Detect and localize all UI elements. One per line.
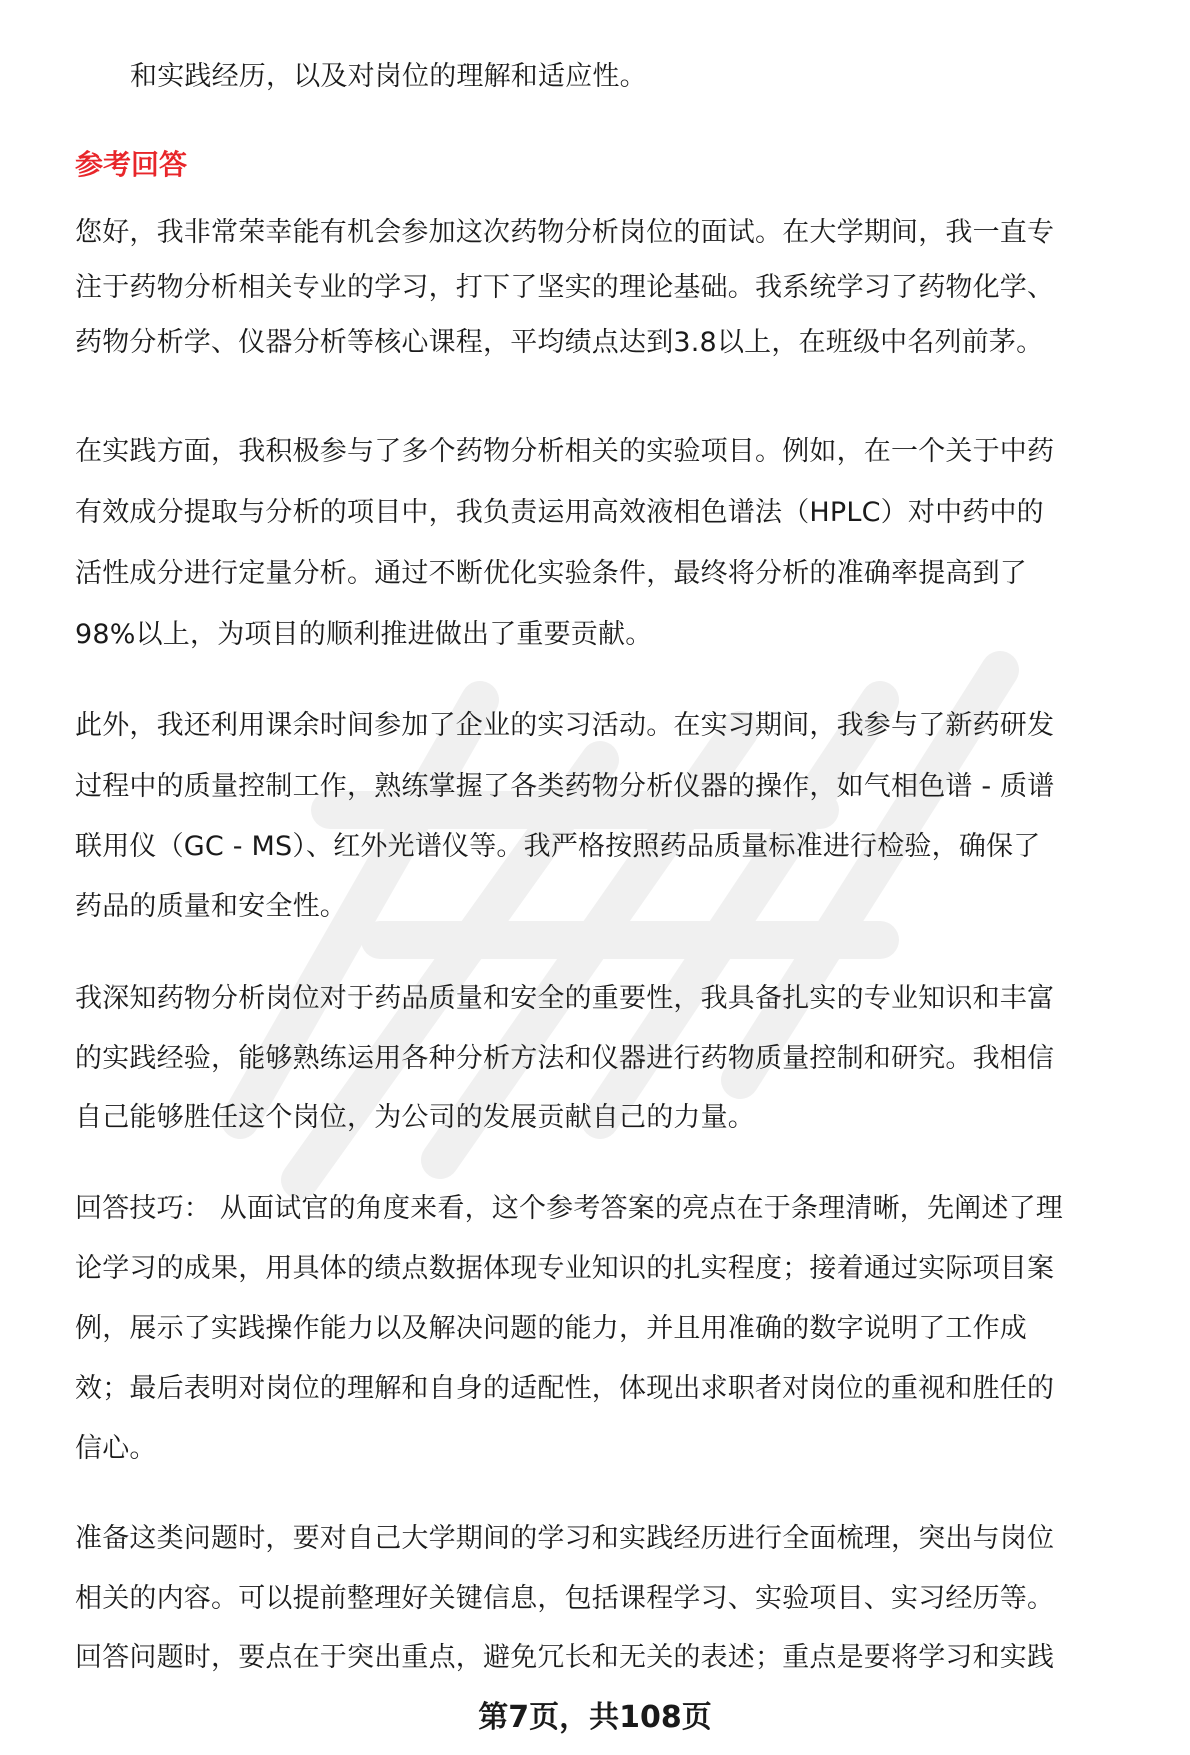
- paragraph-line: 98%以上，为项目的顺利推进做出了重要贡献。: [75, 619, 653, 650]
- paragraph-line: 自己能够胜任这个岗位，为公司的发展贡献自己的力量。: [75, 1102, 755, 1133]
- paragraph-line: 信心。: [75, 1433, 157, 1464]
- paragraph-line: 药品的质量和安全性。: [75, 891, 347, 922]
- paragraph-line: 注于药物分析相关专业的学习，打下了坚实的理论基础。我系统学习了药物化学、: [75, 272, 1055, 303]
- paragraph-line: 有效成分提取与分析的项目中，我负责运用高效液相色谱法（HPLC）对中药中的: [75, 497, 1044, 528]
- paragraph-line: 相关的内容。可以提前整理好关键信息，包括课程学习、实验项目、实习经历等。: [75, 1583, 1055, 1614]
- paragraph-line: 联用仪（GC - MS）、红外光谱仪等。我严格按照药品质量标准进行检验，确保了: [75, 831, 1041, 862]
- section-heading-reference-answer: 参考回答: [75, 148, 188, 181]
- paragraph-line: 活性成分进行定量分析。通过不断优化实验条件，最终将分析的准确率提高到了: [75, 558, 1027, 589]
- paragraph-line: 您好，我非常荣幸能有机会参加这次药物分析岗位的面试。在大学期间，我一直专: [75, 217, 1055, 248]
- paragraph-line: 过程中的质量控制工作，熟练掌握了各类药物分析仪器的操作，如气相色谱 - 质谱: [75, 771, 1055, 802]
- paragraph-line: 回答问题时，要点在于突出重点，避免冗长和无关的表述；重点是要将学习和实践: [75, 1642, 1055, 1673]
- paragraph-line: 的实践经验，能够熟练运用各种分析方法和仪器进行药物质量控制和研究。我相信: [75, 1043, 1055, 1074]
- intro-line: 和实践经历，以及对岗位的理解和适应性。: [130, 61, 647, 92]
- paragraph-line: 此外，我还利用课余时间参加了企业的实习活动。在实习期间，我参与了新药研发: [75, 710, 1055, 741]
- paragraph-line: 在实践方面，我积极参与了多个药物分析相关的实验项目。例如，在一个关于中药: [75, 436, 1055, 467]
- paragraph-line: 效；最后表明对岗位的理解和自身的适配性，体现出求职者对岗位的重视和胜任的: [75, 1373, 1055, 1404]
- paragraph-line: 我深知药物分析岗位对于药品质量和安全的重要性，我具备扎实的专业知识和丰富: [75, 983, 1055, 1014]
- paragraph-line: 回答技巧： 从面试官的角度来看，这个参考答案的亮点在于条理清晰，先阐述了理: [75, 1193, 1063, 1224]
- paragraph-line: 论学习的成果，用具体的绩点数据体现专业知识的扎实程度；接着通过实际项目案: [75, 1253, 1055, 1284]
- page-number-footer: 第7页，共108页: [478, 1700, 712, 1735]
- paragraph-line: 准备这类问题时，要对自己大学期间的学习和实践经历进行全面梳理，突出与岗位: [75, 1523, 1055, 1554]
- paragraph-line: 例，展示了实践操作能力以及解决问题的能力，并且用准确的数字说明了工作成: [75, 1313, 1027, 1344]
- paragraph-line: 药物分析学、仪器分析等核心课程，平均绩点达到3.8以上，在班级中名列前茅。: [75, 327, 1044, 358]
